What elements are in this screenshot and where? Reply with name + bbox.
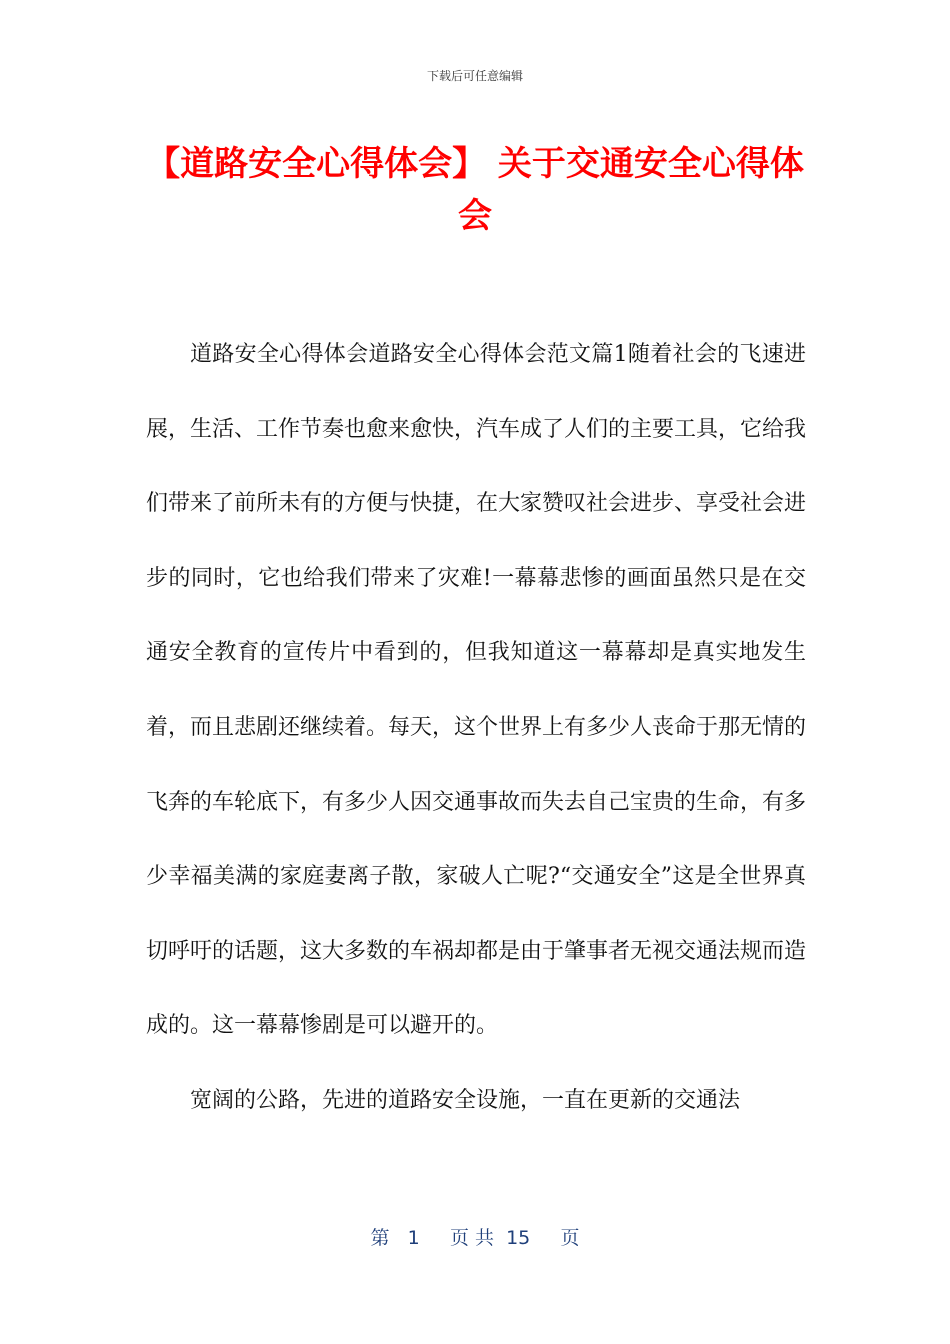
document-body [146, 318, 806, 1139]
paragraph-1: 道路安全心得体会道路安全心得体会范文篇1随着社会的飞速进展，生活、工作节奏也愈来愈快，汽车成了人们的主要工具，它给我们带来了前所未有的方便与快捷，在大家赞叹社会进步、享受社会进步的同时，它也给我们带来了灾难!一幕幕悲惨的画面虽然只是在交通安全教育的宣传片中看到的，但我知道这一幕幕却是真实地发生着，而且悲剧还继续着。每天，这个世界上有多少人丧命于那无情的飞奔的车轮底下，有多少人因交通事故而失去自己宝贵的生命，有多少幸福美满的家庭妻离子散，家破人亡呢?“交通安全”这是全世界真切呼吁的话题，这大多数的车祸却都是由于肇事者无视交通法规而造成的。这一幕幕惨剧是可以避开的。 [146, 342, 807, 1039]
document-title: 【道路安全心得体会】 关于交通安全心得体会 [146, 144, 804, 236]
header-note: 下载后可任意编辑 [426, 69, 523, 83]
paragraph-2: 宽阔的公路，先进的道路安全设施，一直在更新的交通法 [190, 1087, 741, 1113]
page-number-footer: 第 1 页 共 15 页 [370, 1227, 580, 1249]
